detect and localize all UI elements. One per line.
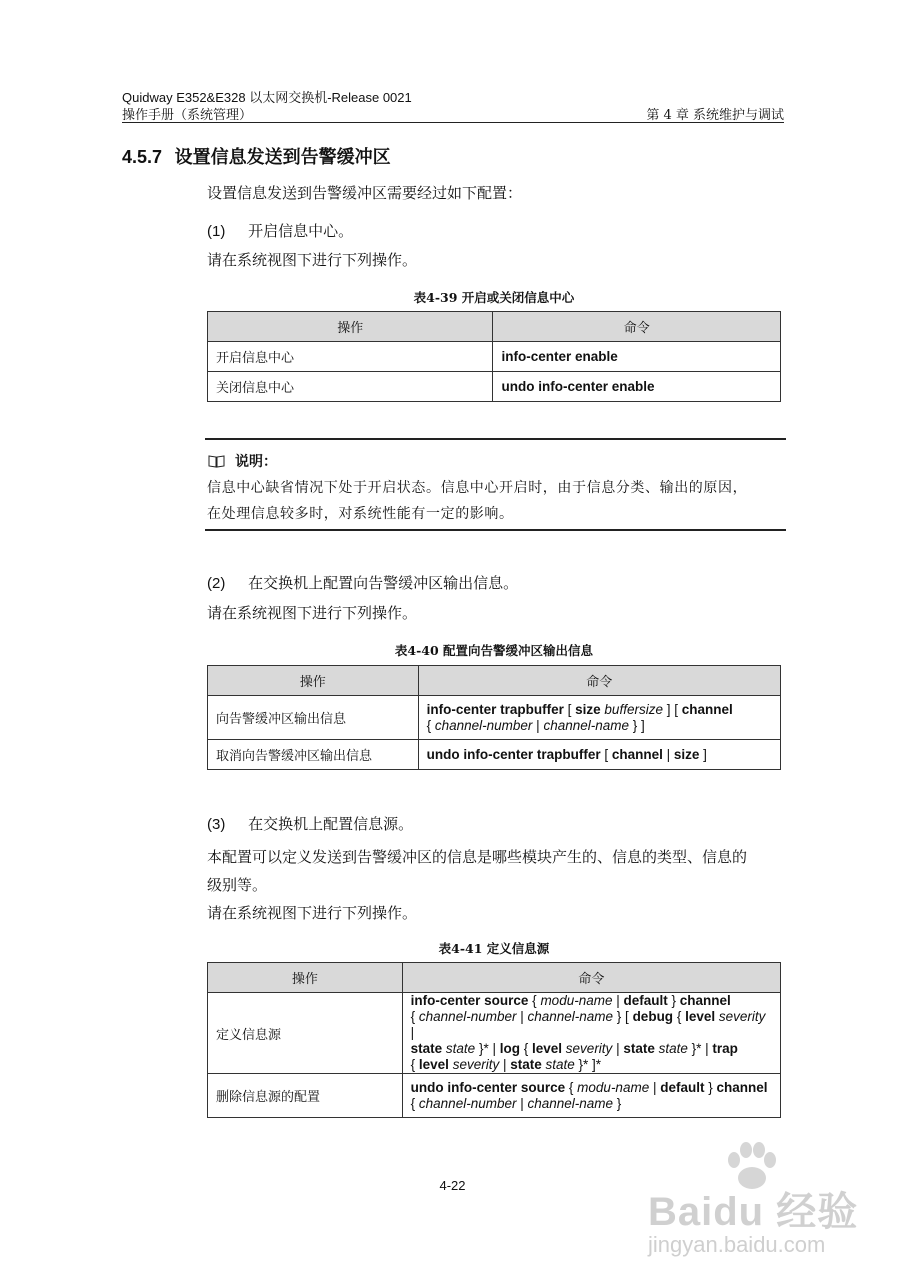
table2-op: 向告警缓冲区输出信息 — [208, 696, 419, 740]
table3-cmd: info-center source { modu-name | default } channel { channel-number | channel-name } [ debug { level severity | state state }* | log { level severity | state state }* | trap { level severity | state state }* ]* — [402, 993, 780, 1074]
note-line-2: 在处理信息较多时，对系统性能有一定的影响。 — [207, 506, 514, 522]
watermark-url: jingyan.baidu.com — [648, 1232, 826, 1257]
note-body — [207, 475, 747, 527]
table-row — [208, 740, 781, 770]
table2-header-op: 操作 — [208, 666, 419, 696]
table1-cmd: info-center enable — [501, 348, 618, 364]
table3 — [207, 962, 781, 1118]
table3-op: 删除信息源的配置 — [208, 1074, 403, 1118]
table2-cmd: info-center trapbuffer [ size buffersize ] [ channel { channel-number | channel-name } ] — [418, 696, 780, 740]
table2-caption: 表4-40 配置向告警缓冲区输出信息 — [394, 643, 594, 658]
page-number: 4-22 — [439, 1178, 466, 1193]
table3-header-cmd: 命令 — [402, 963, 780, 993]
step1-number: (1) — [207, 223, 226, 240]
table3-header-op: 操作 — [208, 963, 403, 993]
table1-cmd: undo info-center enable — [501, 378, 655, 394]
table3-caption: 表4-41 定义信息源 — [438, 941, 550, 956]
note-bottom-rule — [205, 529, 786, 531]
header-title: Quidway E352&E328 以太网交换机-Release 0021 — [122, 90, 412, 105]
table3-caption-wrap — [207, 939, 781, 957]
note-line-1: 信息中心缺省情况下处于开启状态。信息中心开启时，由于信息分类、输出的原因， — [207, 480, 748, 496]
step3-desc — [207, 843, 747, 899]
step2-text: 在交换机上配置向告警缓冲区输出信息。 — [248, 574, 519, 592]
table2-caption-wrap — [207, 641, 781, 659]
table-row — [208, 993, 781, 1074]
step1 — [207, 220, 353, 241]
table1-header-op: 操作 — [208, 312, 493, 342]
header-subtitle: 操作手册（系统管理） — [122, 108, 253, 123]
header-rule — [122, 122, 784, 123]
table-row — [208, 372, 781, 402]
table1 — [207, 311, 781, 402]
step2-view: 请在系统视图下进行下列操作。 — [207, 604, 418, 622]
step3-desc-line-2: 级别等。 — [207, 876, 268, 894]
step1-text: 开启信息中心。 — [248, 222, 354, 240]
watermark-brand: Baidu 经验 — [648, 1190, 859, 1234]
header-chapter: 第 4 章 系统维护与调试 — [646, 108, 784, 123]
step2-number: (2) — [207, 575, 226, 592]
step3 — [207, 813, 413, 834]
section-number: 4.5.7 — [122, 147, 163, 167]
table1-op: 关闭信息中心 — [208, 372, 493, 402]
baidu-watermark — [640, 1140, 859, 1280]
table-row — [208, 696, 781, 740]
step2 — [207, 572, 518, 593]
note-heading — [208, 451, 277, 471]
table3-op: 定义信息源 — [208, 993, 403, 1074]
table1-caption: 表4-39 开启或关闭信息中心 — [413, 290, 575, 305]
book-icon — [208, 454, 225, 468]
section-heading: 设置信息发送到告警缓冲区 — [174, 147, 391, 168]
table1-op: 开启信息中心 — [208, 342, 493, 372]
step3-text: 在交换机上配置信息源。 — [248, 815, 414, 833]
step1-view: 请在系统视图下进行下列操作。 — [207, 251, 418, 269]
table-row — [208, 342, 781, 372]
table2-cmd: undo info-center trapbuffer [ channel | size ] — [418, 740, 780, 770]
table1-caption-wrap — [207, 288, 781, 306]
step3-number: (3) — [207, 816, 226, 833]
table2-op: 取消向告警缓冲区输出信息 — [208, 740, 419, 770]
section-intro: 设置信息发送到告警缓冲区需要经过如下配置： — [207, 184, 523, 202]
table2 — [207, 665, 781, 770]
note-top-rule — [205, 438, 786, 440]
note-label: 说明： — [235, 454, 277, 470]
table-row — [208, 1074, 781, 1118]
section-title — [122, 143, 391, 169]
table2-header-cmd: 命令 — [418, 666, 780, 696]
table1-header-cmd: 命令 — [493, 312, 781, 342]
step3-desc-line-1: 本配置可以定义发送到告警缓冲区的信息是哪些模块产生的、信息的类型、信息的 — [207, 848, 748, 866]
table3-cmd: undo info-center source { modu-name | default } channel { channel-number | channel-name } — [402, 1074, 780, 1118]
step3-view: 请在系统视图下进行下列操作。 — [207, 904, 418, 922]
